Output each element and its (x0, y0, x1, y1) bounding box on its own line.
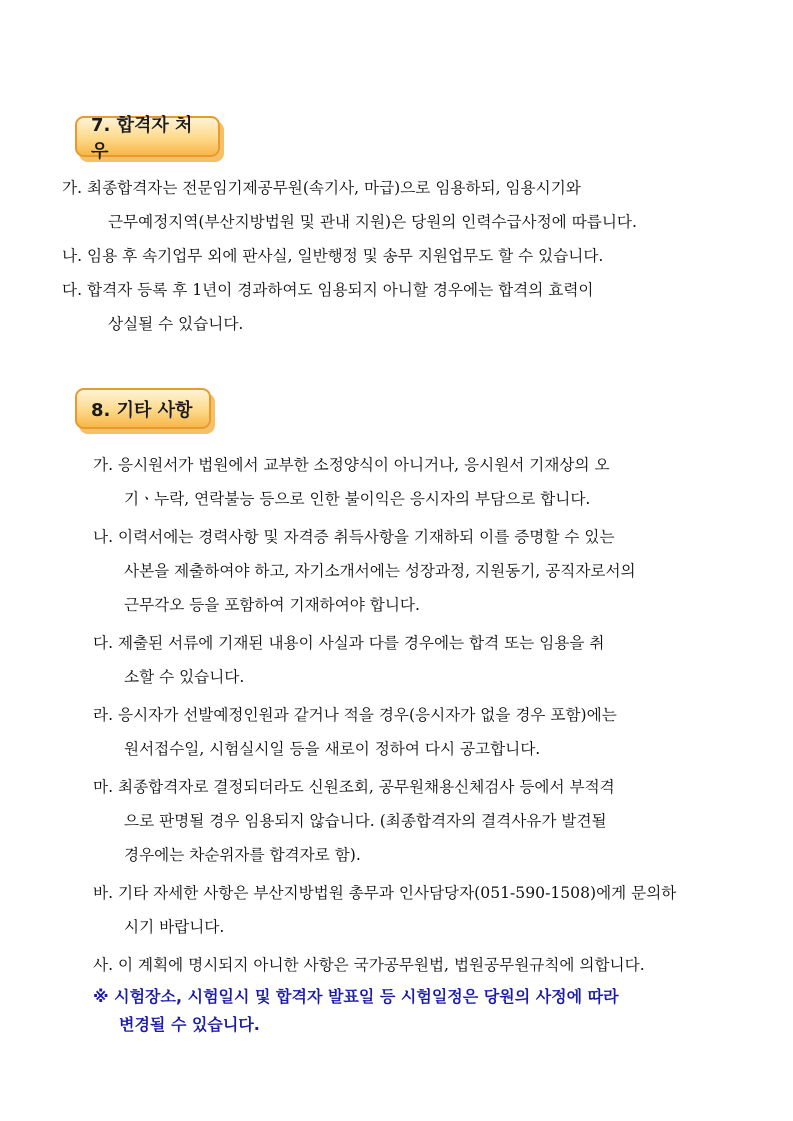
reference-mark-icon: ※ (93, 987, 109, 1006)
item-marker: 다. (62, 281, 83, 299)
item-text: 최종합격자로 결정되더라도 신원조회, 공무원채용신체검사 등에서 부적격 (118, 778, 615, 796)
item-text: 이력서에는 경력사항 및 자격증 취득사항을 기재하되 이를 증명할 수 있는 (118, 528, 615, 546)
notice-text: 시험장소, 시험일시 및 합격자 발표일 등 시험일정은 당원의 사정에 따라 (114, 987, 619, 1006)
section-7-body (0, 171, 793, 341)
section-8-body (0, 448, 793, 986)
item-text: 근무각오 등을 포함하여 기재하여야 합니다. (124, 596, 420, 614)
item-text: 원서접수일, 시험실시일 등을 새로이 정하여 다시 공고합니다. (124, 740, 541, 758)
list-item (0, 171, 793, 239)
item-marker: 마. (93, 778, 114, 796)
item-text: 응시원서가 법원에서 교부한 소정양식이 아니거나, 응시원서 기재상의 오 (118, 456, 610, 474)
item-text: 합격자 등록 후 1년이 경과하여도 임용되지 아니할 경우에는 합격의 효력이 (87, 281, 594, 299)
list-item (0, 520, 793, 622)
item-text: 응시자가 선발예정인원과 같거나 적을 경우(응시자가 없을 경우 포함)에는 (118, 706, 617, 724)
section-8-heading: 8. 기타 사항 (75, 388, 211, 429)
item-text: 으로 판명될 경우 임용되지 않습니다. (최종합격자의 결격사유가 발견될 (124, 812, 607, 830)
list-item (0, 698, 793, 766)
item-text: 임용 후 속기업무 외에 판사실, 일반행정 및 송무 지원업무도 할 수 있습니다. (87, 247, 604, 265)
item-marker: 가. (62, 179, 83, 197)
item-marker: 나. (62, 247, 83, 265)
item-marker: 바. (93, 884, 114, 902)
section-7-heading: 7. 합격자 처우 (75, 116, 220, 157)
item-marker: 가. (93, 456, 114, 474)
list-item (0, 770, 793, 872)
schedule-change-notice (93, 983, 733, 1039)
list-item (0, 448, 793, 516)
list-item (0, 239, 793, 273)
item-marker: 나. (93, 528, 114, 546)
item-text: 상실될 수 있습니다. (108, 315, 244, 333)
list-item (0, 948, 793, 982)
item-text: 기타 자세한 사항은 부산지방법원 총무과 인사담당자(051-590-1508)에게 문의하 (118, 884, 677, 902)
item-text: 근무예정지역(부산지방법원 및 관내 지원)은 당원의 인력수급사정에 따릅니다. (108, 213, 637, 231)
item-text: 소할 수 있습니다. (124, 668, 245, 686)
item-marker: 다. (93, 634, 114, 652)
item-text: 시기 바랍니다. (124, 918, 225, 936)
list-item (0, 273, 793, 341)
notice-text: 변경될 수 있습니다. (119, 1015, 260, 1034)
item-text: 경우에는 차순위자를 합격자로 함). (124, 846, 361, 864)
item-text: 기ㆍ누락, 연락불능 등으로 인한 불이익은 응시자의 부담으로 합니다. (124, 490, 591, 508)
list-item (0, 876, 793, 944)
item-text: 최종합격자는 전문임기제공무원(속기사, 마급)으로 임용하되, 임용시기와 (87, 179, 581, 197)
item-text: 사본을 제출하여야 하고, 자기소개서에는 성장과정, 지원동기, 공직자로서의 (124, 562, 636, 580)
list-item (0, 626, 793, 694)
item-marker: 사. (93, 956, 114, 974)
item-text: 제출된 서류에 기재된 내용이 사실과 다를 경우에는 합격 또는 임용을 취 (118, 634, 605, 652)
item-text: 이 계획에 명시되지 아니한 사항은 국가공무원법, 법원공무원규칙에 의합니다. (118, 956, 645, 974)
item-marker: 라. (93, 706, 114, 724)
